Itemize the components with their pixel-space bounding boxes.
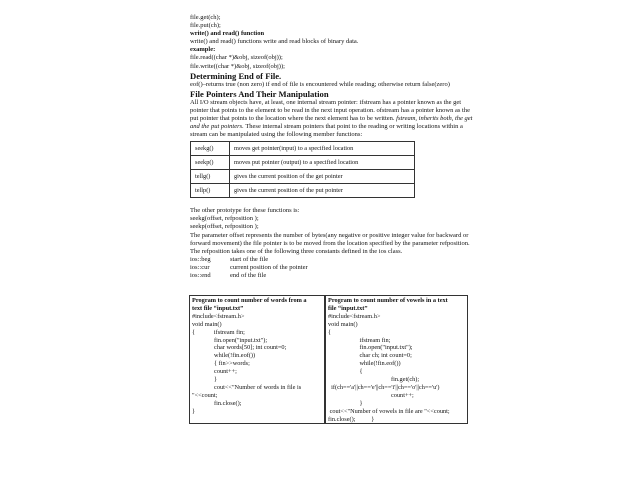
function-name: tellg(): [191, 170, 230, 184]
code-line: cout<<"Number of words in file is: [192, 383, 302, 391]
code-line: count++;: [192, 368, 237, 376]
program-title: Program to count number of words from a: [192, 297, 307, 304]
code-line: }: [192, 376, 218, 384]
paragraph-text: These internal stream pointers that point to the reading or writing locations within a stream can be manipulated using the following member functions:: [190, 123, 463, 139]
mode-constant: ios::cur: [190, 263, 210, 271]
code-line: {: [328, 368, 363, 376]
word-count-program: [189, 295, 325, 424]
function-name: tellp(): [191, 184, 230, 198]
code-line: #include<fstream.h>: [192, 312, 245, 320]
text-line: The other prototype for these functions is:: [190, 207, 300, 215]
paragraph: [190, 99, 473, 139]
code-line: {: [328, 328, 332, 336]
code-line: void main(): [328, 320, 358, 328]
function-desc: moves put pointer (output) to a specified location: [230, 156, 415, 170]
function-name: seekp(): [191, 156, 230, 170]
mode-desc: end of the file: [230, 271, 267, 279]
program-title: file “input.txt”: [328, 304, 368, 312]
vowel-count-program: [325, 295, 468, 424]
code-line: while(!fin.eof()): [192, 352, 256, 360]
code-line: "<<count;: [192, 391, 218, 399]
text-line: write() and read() functions write and read blocks of binary data.: [190, 38, 359, 46]
code-line: ifstream fin;: [328, 336, 391, 344]
function-desc: gives the current position of the put pointer: [230, 184, 415, 198]
code-line: void main(): [192, 320, 222, 328]
code-line: }: [192, 407, 196, 415]
mode-constant: ios::end: [190, 271, 211, 279]
section-heading: File Pointers And Their Manipulation: [190, 88, 329, 99]
subheading: write() and read() function: [190, 30, 265, 38]
code-line: char words[50]; int count=0;: [192, 344, 287, 352]
code-line: fin.open("input.txt");: [328, 344, 413, 352]
program-boxes: [189, 295, 468, 425]
code-line: file.write((char *)&obj, sizeof(obj));: [190, 62, 285, 70]
mode-desc: current position of the pointer: [230, 263, 308, 271]
code-line: { fin>>words;: [192, 360, 250, 368]
text-line: eof()–returns true (non zero) if end of file is encountered while reading; otherwise return false(zero): [190, 80, 450, 88]
mode-row: [190, 272, 473, 280]
mode-desc: start of the file: [230, 255, 269, 263]
example-label: example:: [190, 46, 216, 54]
code-line: fin.close(); }: [328, 415, 375, 423]
program-title: Program to count number of vowels in a text: [328, 297, 448, 304]
code-line: seekp(offset, refposition );: [190, 223, 259, 231]
paragraph-text: All I/O stream objects have, at least, one internal stream pointer: ifstream has a pointer known as the get pointer that points to the element to be read in the next input operation. ofstream has a pointer known as the put pointer that points to the location where the next element has to be written.: [190, 98, 470, 122]
code-line: file.read((char *)&obj, sizeof(obj));: [190, 54, 283, 62]
function-desc: gives the current position of the get pointer: [230, 170, 415, 184]
table-row: [191, 184, 415, 198]
code-line: fin.get(ch);: [328, 376, 420, 384]
code-line: while(!fin.eof()): [328, 360, 401, 368]
paragraph-text: The parameter offset represents the number of bytes(any negative or positive integer value for backward or forward movement) the file pointer is to be moved from the location specified by the parameter refposition. The refposition takes one of the following three constants defined in the ios class.: [190, 231, 470, 255]
code-line: count++;: [328, 391, 414, 399]
code-line: fin.close();: [192, 399, 242, 407]
code-line: if(ch=='a'||ch=='e'||ch=='i'||ch=='o'||ch=='u'): [328, 383, 440, 391]
code-line: char ch; int count=0;: [328, 352, 412, 360]
code-line: { ifstream fin;: [192, 328, 245, 336]
mode-row: [190, 264, 473, 272]
code-line: seekg(offset, refposition );: [190, 215, 259, 223]
table-row: [191, 142, 415, 156]
code-line: }: [328, 399, 363, 407]
function-name: seekg(): [191, 142, 230, 156]
table-row: [191, 170, 415, 184]
mode-constant: ios::beg: [190, 255, 211, 263]
function-desc: moves get pointer(input) to a specified location: [230, 142, 415, 156]
functions-table: [190, 141, 415, 198]
code-line: fin.open("input.txt");: [192, 336, 268, 344]
text-line: file.get(ch);: [190, 14, 221, 21]
paragraph-italic: fstream, inherits both, the get and the put pointers.: [190, 114, 473, 131]
code-line: #include<fstream.h>: [328, 312, 381, 320]
program-title: text file “input.txt”: [192, 304, 244, 312]
document-page: [190, 14, 473, 280]
mode-row: [190, 256, 473, 264]
code-line: cout<<"Number of vowels in file are "<<count;: [328, 407, 450, 415]
text-line: file.put(ch);: [190, 22, 221, 30]
table-row: [191, 156, 415, 170]
section-heading: Determining End of File.: [190, 70, 282, 81]
